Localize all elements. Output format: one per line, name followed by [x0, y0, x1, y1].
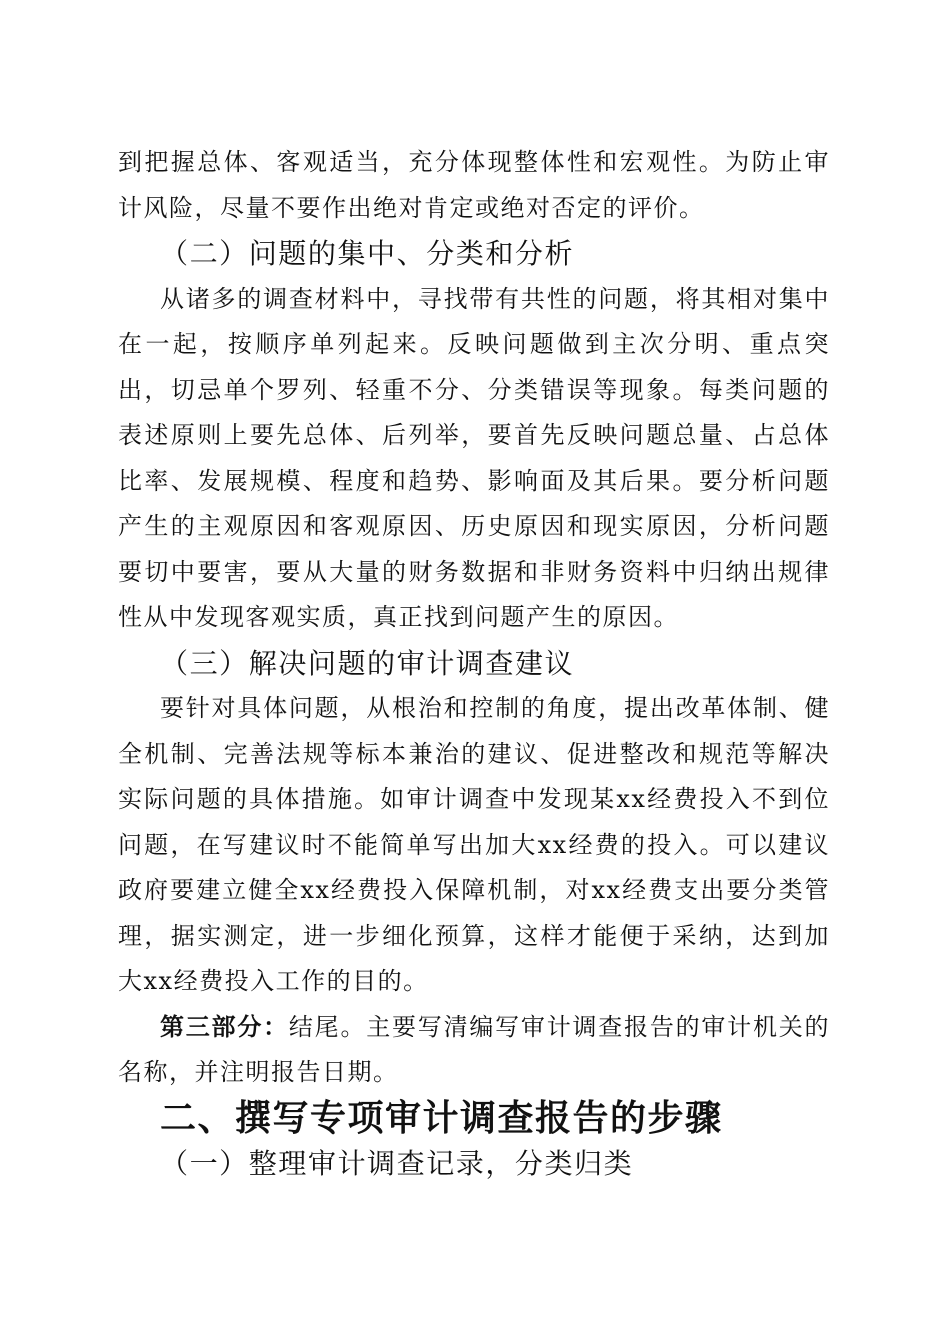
subheading-audit-suggestions: （三）解决问题的审计调查建议: [160, 646, 575, 680]
paragraph-problem-analysis: 从诸多的调查材料中，寻找带有共性的问题，将其相对集中在一起，按顺序单列起来。反映问题做到主次分明、重点突出，切忌单个罗列、轻重不分、分类错误等现象。每类问题的表述原则上要先总体、后列举，要首先反映问题总量、占总体比率、发展规模、程度和趋势、影响面及其后果。要分析问题产生的主观原因和客观原因、历史原因和现实原因，分析问题要切中要害，要从大量的财务数据和非财务资料中归纳出规律性从中发现客观实质，真正找到问题产生的原因。: [118, 284, 830, 631]
part-three-text: 结尾。主要写清编写审计调查报告的审计机关的名称，并注明报告日期。: [118, 1012, 831, 1086]
section-heading-steps: 二、撰写专项审计调查报告的步骤: [160, 1097, 723, 1139]
subheading-problem-analysis: （二）问题的集中、分类和分析: [160, 237, 575, 270]
paragraph-part-three: [118, 1005, 830, 1096]
paragraph-continuation: 到把握总体、客观适当，充分体现整体性和宏观性。为防止审计风险，尽量不要作出绝对肯定或绝对否定的评价。: [118, 148, 830, 222]
document-page: [118, 140, 830, 1187]
paragraph-audit-suggestions: 要针对具体问题，从根治和控制的角度，提出改革体制、健全机制、完善法规等标本兼治的建议、促进整改和规范等解决实际问题的具体措施。如审计调查中发现某xx经费投入不到位问题，在写建议时不能简单写出加大xx经费的投入。可以建议政府要建立健全xx经费投入保障机制，对xx经费支出要分类管理，据实测定，进一步细化预算，这样才能便于采纳，达到加大xx经费投入工作的目的。: [118, 694, 830, 995]
part-three-label: 第三部分：: [160, 1012, 289, 1041]
subheading-organize-records: （一）整理审计调查记录，分类归类: [160, 1147, 634, 1180]
